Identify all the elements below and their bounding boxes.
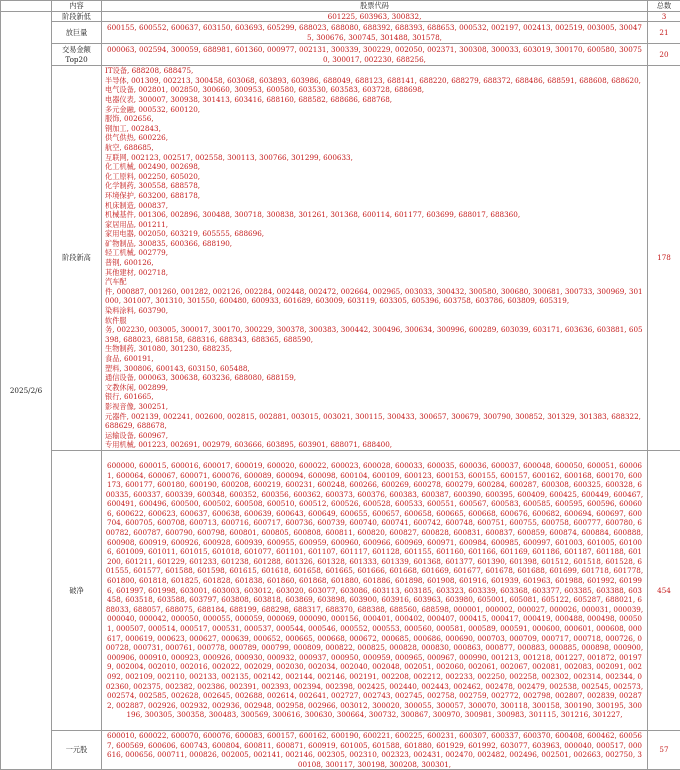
row-label-new-low: 阶段新低 bbox=[52, 11, 102, 22]
industry-line: 航空, 688685, bbox=[105, 143, 644, 153]
row-label-top20: 交易金额Top20 bbox=[52, 44, 102, 66]
row-label-one-yuan: 一元股 bbox=[52, 730, 102, 769]
industry-line: 件, 000887, 001260, 001282, 002126, 002284, 002448, 002472, 002664, 002965, 003033, 300432, 300580, 300680, 300681, 300733, 300969, 301000, 301007, 301310, 301550, 600480, 600933, 601689, 603009, 603119, 603305, 605396, 603758, 603786, 603809, 605319, bbox=[105, 287, 644, 306]
industry-line: 染料涂料, 603790, bbox=[105, 306, 644, 316]
row-codes-new-low: 601225, 603963, 300832, bbox=[102, 11, 648, 22]
row-total-huge-volume: 21 bbox=[648, 22, 680, 44]
industry-line: 家用电器, 002050, 603219, 605555, 688696, bbox=[105, 229, 644, 239]
row-label-below-book: 破净 bbox=[52, 450, 102, 730]
industry-line: 电器仪表, 300007, 300938, 301413, 603416, 688160, 688582, 688686, 688768, bbox=[105, 95, 644, 105]
row-codes-one-yuan: 600010, 600022, 600070, 600076, 600083, 600157, 600162, 600190, 600221, 600225, 600231, 600307, 600337, 600370, 600408, 600462, 600567, 600569, 600606, 600743, 600804, 600811, 600871, 600919, 601005, 601588, 601880, 601929, 601992, 603077, 603963, 000040, 000517, 000616, 000656, 000711, 000826, 002005, 002141, 002146, 002305, 002310, 002323, 002431, 002470, 002482, 002496, 002501, 002663, 002750, 300108, 300117, 300198, 300208, 300301, bbox=[102, 730, 648, 769]
table-row bbox=[1, 22, 680, 44]
industry-line: 多元金融, 000532, 600120, bbox=[105, 105, 644, 115]
table-row bbox=[1, 730, 680, 769]
header-date-col bbox=[1, 1, 52, 12]
industry-line: 机械基件, 001306, 002896, 300488, 300718, 300838, 301261, 301368, 600114, 601177, 603699, 688017, 688360, bbox=[105, 210, 644, 220]
industry-line: 环境保护, 603200, 688178, bbox=[105, 191, 644, 201]
industry-line: 钢加工, 002843, bbox=[105, 124, 644, 134]
row-total-new-high: 178 bbox=[648, 66, 680, 451]
table-row bbox=[1, 66, 680, 451]
industry-line: 机床制造, 000837, bbox=[105, 201, 644, 211]
industry-line: 普钢, 600126, bbox=[105, 258, 644, 268]
header-content-col: 内容 bbox=[52, 1, 102, 12]
industry-line: 其他建材, 002718, bbox=[105, 268, 644, 278]
industry-line: 互联网, 002123, 002517, 002558, 300113, 300766, 301299, 600633, bbox=[105, 153, 644, 163]
industry-line: 专用机械, 001223, 002691, 002979, 603666, 603895, 603901, 688071, 688400, bbox=[105, 440, 644, 450]
table-row bbox=[1, 450, 680, 730]
industry-line: 化工机械, 002490, 002698, bbox=[105, 162, 644, 172]
industry-line: 家居用品, 001211, bbox=[105, 220, 644, 230]
industry-line: 生物制药, 301080, 301230, 688235, bbox=[105, 344, 644, 354]
industry-line: 汽车配 bbox=[105, 277, 644, 287]
industry-line: 供气供热, 600226, bbox=[105, 133, 644, 143]
industry-line: 文教休闲, 002899, bbox=[105, 383, 644, 393]
row-total-top20: 20 bbox=[648, 44, 680, 66]
header-total-col: 总数 bbox=[648, 1, 680, 12]
row-codes-huge-volume: 600155, 600552, 600637, 603150, 603693, 605299, 688023, 688080, 688392, 688393, 688653, 000532, 002197, 002413, 002519, 003005, 300475, 300676, 300745, 301488, 301578, bbox=[102, 22, 648, 44]
row-codes-below-book: 600000, 600015, 600016, 600017, 600019, 600020, 600022, 600023, 600028, 600033, 600035, 600036, 600037, 600048, 600050, 600051, 600061, 600064, 600067, 600071, 600076, 600089, 600094, 600098, 600104, 600109, 600123, 600153, 600155, 600157, 600162, 600168, 600170, 600173, 600177, 600180, 600190, 600208, 600219, 600231, 600248, 600266, 600269, 600278, 600279, 600284, 600287, 600308, 600325, 600328, 600335, 600337, 600339, 600348, 600352, 600356, 600362, 600373, 600376, 600383, 600387, 600390, 600395, 600409, 600425, 600449, 600467, 600491, 600496, 600500, 600502, 600508, 600510, 600512, 600526, 600528, 600533, 600551, 600567, 600583, 600585, 600595, 600596, 600606, 600622, 600623, 600637, 600638, 600639, 600643, 600649, 600655, 600657, 600658, 600665, 600668, 600676, 600682, 600694, 600697, 600704, 600705, 600708, 600713, 600716, 600717, 600736, 600739, 600740, 600741, 600742, 600748, 600751, 600755, 600758, 600777, 600780, 600782, 600787, 600790, 600798, 600801, 600805, 600808, 600811, 600820, 600827, 600828, 600831, 600837, 600859, 600874, 600884, 600888, 600908, 600919, 600926, 600928, 600939, 600955, 600959, 600960, 600966, 600969, 600971, 600984, 600985, 600997, 601003, 601005, 601006, 601009, 601011, 601015, 601018, 601077, 601101, 601107, 601117, 601128, 601155, 601160, 601166, 601169, 601186, 601187, 601188, 601200, 601211, 601229, 601233, 601238, 601288, 601326, 601328, 601333, 601339, 601368, 601377, 601390, 601398, 601512, 601518, 601528, 601555, 601577, 601588, 601598, 601615, 601618, 601658, 601665, 601666, 601668, 601669, 601677, 601678, 601688, 601699, 601718, 601778, 601800, 601818, 601825, 601828, 601838, 601860, 601868, 601880, 601886, 601898, 601908, 601916, 601939, 601963, 601988, 601992, 601996, 601997, 601998, 603001, 603003, 603012, 603020, 603077, 603086, 603113, 603185, 603323, 603339, 603368, 603377, 603385, 603388, 603458, 603518, 603588, 603797, 603808, 603818, 603869, 603898, 603900, 603916, 603963, 603980, 605001, 605081, 605122, 605287, 688021, 688033, 688057, 688075, 688184, 688199, 688298, 688317, 688370, 688388, 688560, 688598, 000001, 000002, 000027, 000026, 000031, 000039, 000040, 000042, 000050, 000055, 000059, 000069, 000090, 000156, 000401, 000402, 000407, 000415, 000417, 000419, 000488, 000498, 000501, 000507, 000514, 000517, 000531, 000537, 000544, 000546, 000552, 000553, 000560, 000581, 000589, 000591, 000600, 000601, 000608, 000617, 000619, 000623, 000627, 000639, 000652, 000665, 000668, 000672, 000685, 000686, 000690, 000703, 000709, 000717, 000718, 000726, 000728, 000731, 000761, 000778, 000789, 000799, 000809, 000822, 000825, 000828, 000830, 000863, 000877, 000883, 000885, 000898, 000900, 000906, 000910, 000923, 000926, 000930, 000932, 000937, 000950, 000959, 000965, 000967, 000990, 001213, 001218, 001227, 001872, 001979, 002004, 002010, 002016, 002022, 002029, 002030, 002034, 002040, 002048, 002051, 002060, 002061, 002067, 002081, 002083, 002091, 002092, 002109, 002110, 002133, 002135, 002142, 002144, 002146, 002191, 002208, 002212, 002233, 002250, 002258, 002302, 002314, 002344, 002360, 002375, 002382, 002386, 002391, 002393, 002394, 002398, 002425, 002440, 002443, 002462, 002478, 002479, 002538, 002545, 002573, 002574, 002585, 002628, 002645, 002688, 002614, 002641, 002727, 002743, 002745, 002758, 002759, 002772, 002798, 002807, 002839, 002872, 002887, 002926, 002932, 002936, 002948, 002958, 002966, 003012, 300020, 300055, 300057, 300070, 300118, 300158, 300190, 300195, 300196, 300305, 300358, 300483, 300569, 300616, 300630, 300664, 300732, 300867, 300970, 300981, 300983, 301115, 301216, 301227, bbox=[102, 450, 648, 730]
row-total-new-low: 3 bbox=[648, 11, 680, 22]
row-label-huge-volume: 放巨量 bbox=[52, 22, 102, 44]
industry-line: 运输设备, 600967, bbox=[105, 431, 644, 441]
industry-line: 轻工机械, 002779, bbox=[105, 248, 644, 258]
table-row bbox=[1, 44, 680, 66]
header-codes-col: 股票代码 bbox=[102, 1, 648, 12]
industry-line: 通信设备, 000063, 300638, 603236, 688080, 688159, bbox=[105, 373, 644, 383]
industry-line: 电气设备, 002801, 002850, 300660, 300953, 600580, 603530, 603583, 603728, 688698, bbox=[105, 85, 644, 95]
industry-list bbox=[105, 66, 644, 450]
industry-line: 元器件, 002139, 002241, 002600, 002815, 002881, 003015, 003021, 300115, 300433, 300657, 300679, 300790, 300852, 301329, 301383, 688322, 688629, 688678, bbox=[105, 412, 644, 431]
industry-line: 半导体, 001309, 002213, 300458, 603068, 603893, 603986, 688049, 688123, 688141, 688220, 688279, 688372, 688486, 688591, 688608, 688620, bbox=[105, 76, 644, 86]
industry-line: 矿物制品, 300835, 600366, 688190, bbox=[105, 239, 644, 249]
industry-line: 塑料, 300806, 600143, 603150, 605488, bbox=[105, 364, 644, 374]
row-codes-new-high bbox=[102, 66, 648, 451]
industry-line: 化工原料, 002250, 605020, bbox=[105, 172, 644, 182]
industry-line: 软件服 bbox=[105, 316, 644, 326]
industry-line: 食品, 600191, bbox=[105, 354, 644, 364]
industry-line: 务, 002230, 003005, 300017, 300170, 300229, 300378, 300383, 300442, 300496, 300634, 300996, 600289, 603039, 603171, 603636, 603881, 605398, 688023, 688158, 688316, 688343, 688365, 688590, bbox=[105, 325, 644, 344]
industry-line: 银行, 601665, bbox=[105, 392, 644, 402]
row-total-below-book: 454 bbox=[648, 450, 680, 730]
industry-line: 化学制药, 300558, 688578, bbox=[105, 181, 644, 191]
header-row bbox=[1, 1, 680, 12]
industry-line: 服饰, 002656, bbox=[105, 114, 644, 124]
row-label-new-high: 阶段新高 bbox=[52, 66, 102, 451]
table-row bbox=[1, 11, 680, 22]
industry-line: 影视音像, 300251, bbox=[105, 402, 644, 412]
industry-line: IT设备, 688208, 688475, bbox=[105, 66, 644, 76]
date-cell: 2025/2/6 bbox=[1, 11, 52, 770]
row-total-one-yuan: 57 bbox=[648, 730, 680, 769]
row-codes-top20: 000063, 002594, 300059, 688981, 601360, 000977, 002131, 300339, 300229, 002050, 002371, 300308, 300033, 603019, 300170, 600580, 300750, 300017, 002230, 688256, bbox=[102, 44, 648, 66]
